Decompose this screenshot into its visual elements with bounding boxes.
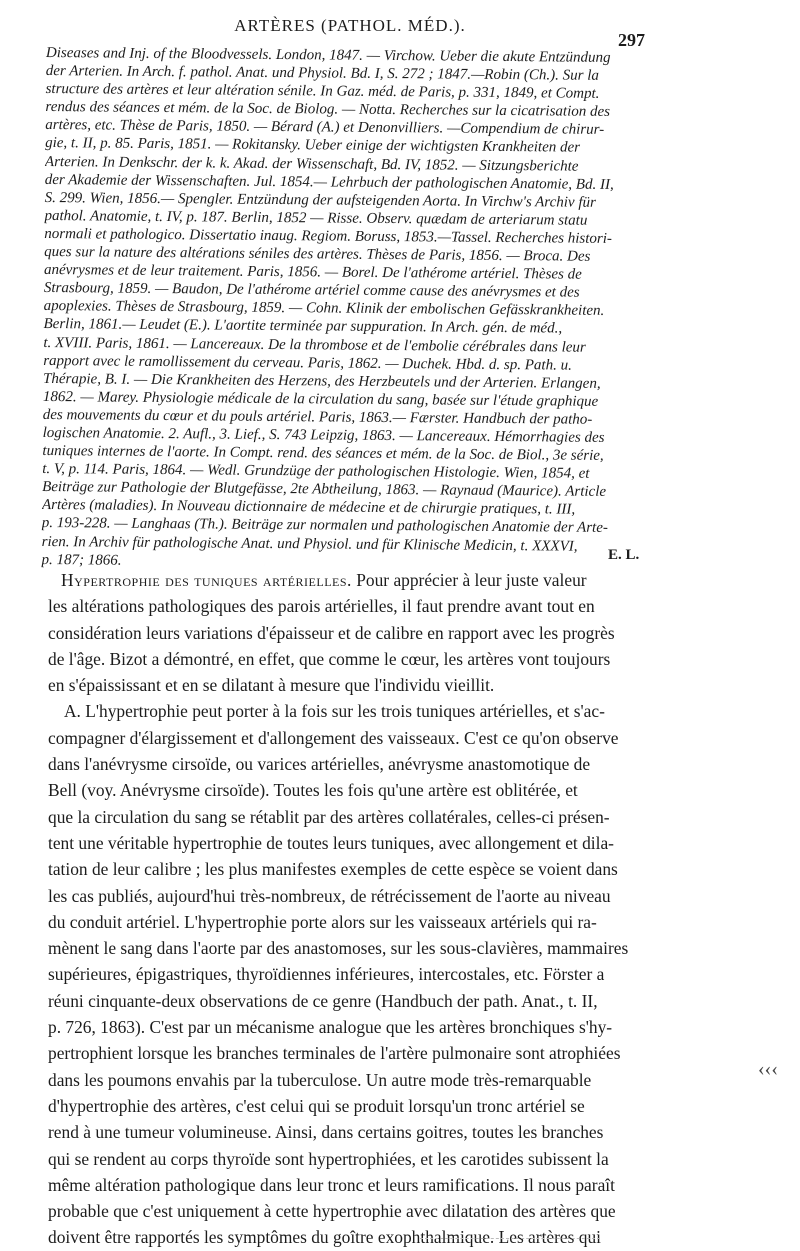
body-line: du conduit artériel. L'hypertrophie porte alors sur les vaisseaux artériels qui ra- [48, 911, 597, 932]
body-line: qui se rendent au corps thyroïde sont hypertrophiées, et les carotides subissent la [48, 1148, 609, 1169]
body-line: pertrophient lorsque les branches terminales de l'artère pulmonaire sont atrophiées [48, 1043, 621, 1064]
bibliography-line: pathol. Anatomie, t. IV, p. 187. Berlin, 1852 — Risse. Observ. quædam de arteriarum statu [44, 207, 588, 229]
bibliography-line: p. 193-228. — Langhaas (Th.). Beiträge zur normalen und pathologischen Anatomie der Arte- [41, 515, 608, 537]
bibliography-line: 1862. — Marey. Physiologie médicale de la circulation du sang, basée sur l'étude graphique [42, 388, 599, 410]
bibliography-line: rien. In Archiv für pathologische Anat. und Physiol. und für Klinische Medicin, t. XXXVI, [41, 533, 578, 555]
paragraph-heading-line [48, 567, 653, 593]
body-line: les cas publiés, aujourd'hui très-nombreux, de rétrécissement de l'aorte au niveau [48, 885, 611, 906]
body-line: probable que c'est uniquement à cette hypertrophie avec dilatation des artères que [48, 1201, 616, 1222]
bibliography-line: rapport avec le ramollissement du cerveau. Paris, 1862. — Duchek. Hbd. d. sp. Path. u. [43, 352, 572, 374]
bibliography-line: logischen Anatomie. 2. Aufl., 3. Lief., S. 743 Leipzig, 1863. — Lancereaux. Hémorrhagies des [42, 424, 605, 446]
bibliography-line: der Akademie der Wissenschaften. Jul. 1854.— Lehrbuch der pathologischen Anatomie, Bd. II, [44, 171, 614, 193]
bibliography-line: gie, t. II, p. 85. Paris, 1851. — Rokitansky. Ueber einige der wichtigsten Krankheiten der [45, 135, 581, 157]
body-line: en s'épaississant et en se dilatant à mesure que l'individu vieillit. [48, 675, 495, 696]
body-line: tent une véritable hypertrophie de toutes leurs tuniques, avec allongement et dila- [48, 832, 614, 853]
margin-mark: ‹‹‹ [758, 1058, 778, 1080]
footer-rule [420, 1238, 600, 1240]
bibliography-line: des mouvements du cœur et du pouls artériel. Paris, 1863.— Færster. Handbuch der patho- [42, 406, 593, 428]
heading-continuation: Pour apprécier à leur juste valeur [351, 570, 587, 590]
body-line: d'hypertrophie des artères, c'est celui qui se produit lorsqu'un tronc artériel se [48, 1095, 585, 1116]
bibliography-line: der Arterien. In Arch. f. pathol. Anat. und Physiol. Bd. I, S. 272 ; 1847.—Robin (Ch.). Sur la [45, 63, 599, 84]
body-line: A. L'hypertrophie peut porter à la fois sur les trois tuniques artérielles, et s'ac- [64, 701, 605, 722]
body-line: compagner d'élargissement et d'allongement des vaisseaux. C'est ce qu'on observe [48, 727, 619, 748]
bibliography-line: structure des artères et leur altération sénile. In Gaz. méd. de Paris, p. 331, 1849, et Compt. [45, 81, 600, 103]
body-line: tation de leur calibre ; les plus manifestes exemples de cette espèce se voient dans [48, 859, 618, 880]
page-number: 297 [618, 30, 645, 50]
page-header [40, 16, 660, 36]
bibliography-line: p. 187; 1866. [41, 551, 122, 569]
body-line: Bell (voy. Anévrysme cirsoïde). Toutes les fois qu'une artère est oblitérée, et [48, 780, 578, 801]
body-line: réuni cinquante-deux observations de ce genre (Handbuch der path. Anat., t. II, [48, 990, 598, 1011]
section-heading: Hypertrophie des tuniques artérielles. [61, 570, 352, 590]
bibliography-line: S. 299. Wien, 1856.— Spengler. Entzündung der aufsteigenden Aorta. In Virchw's Archiv für [44, 189, 596, 211]
body-line: considération leurs variations d'épaisseur et de calibre en rapport avec les progrès [48, 622, 615, 643]
body-line: supérieures, épigastriques, thyroïdiennes inférieures, intercostales, etc. Förster a [48, 964, 605, 985]
bibliography-line: Artères (maladies). In Nouveau dictionnaire de médecine et de chirurgie pratiques, t. III, [41, 497, 576, 518]
bibliography-line: t. XVIII. Paris, 1861. — Lancereaux. De la thrombose et de l'embolie cérébrales dans leur [43, 334, 586, 356]
body-line: p. 726, 1863). C'est par un mécanisme analogue que les artères bronchiques s'hy- [48, 1017, 613, 1038]
bibliography-line: ques sur la nature des altérations séniles des artères. Thèses de Paris, 1856. — Broca. Des [44, 244, 591, 265]
bibliography-line: anévrysmes et de leur traitement. Paris, 1856. — Borel. De l'athérome artériel. Thèses de [43, 262, 582, 283]
body-line: même altération pathologique dans leur tronc et leurs ramifications. Il nous paraît [48, 1174, 615, 1195]
bibliography-line: Thérapie, B. I. — Die Krankheiten des Herzens, des Herzbeutels und der Arterien. Erlangen, [43, 370, 601, 392]
bibliography-line: Strasbourg, 1859. — Baudon, De l'athérome artériel comme cause des anévrysmes et des [43, 280, 580, 301]
running-title: ARTÈRES (PATHOL. MÉD.). [234, 16, 466, 35]
body-line: rend à une tumeur volumineuse. Ainsi, dans certains goitres, toutes les branches [48, 1122, 604, 1143]
body-line: dans l'anévrysme cirsoïde, ou varices artérielles, anévrysme anastomotique de [48, 754, 591, 775]
bibliography [41, 44, 654, 574]
bibliography-line: Diseases and Inj. of the Bloodvessels. London, 1847. — Virchow. Ueber die akute Entzündung [45, 44, 611, 66]
body-line: dans les poumons envahis par la tuberculose. Un autre mode très-remarquable [48, 1069, 592, 1090]
body-line: doivent être rapportés les symptômes du goître exophthalmique. Les artères qui [48, 1227, 601, 1248]
body-line: que la circulation du sang se rétablit par des artères collatérales, celles-ci présen- [48, 806, 610, 827]
bibliography-line: normali et pathologico. Dissertatio inaug. Regiom. Boruss, 1853.—Tassel. Recherches histori- [44, 225, 613, 247]
body-text [48, 567, 653, 1251]
bibliography-line: t. V, p. 114. Paris, 1864. — Wedl. Grundzüge der pathologischen Histologie. Wien, 1854, et [42, 461, 590, 482]
body-line: mènent le sang dans l'aorte par des anastomoses, sur les sous-clavières, mammaires [48, 938, 629, 959]
bibliography-line: Arterien. In Denkschr. der k. k. Akad. der Wissenschaft, Bd. IV, 1852. — Sitzungsberichte [44, 153, 579, 175]
bibliography-line: apoplexies. Thèses de Strasbourg, 1859. — Cohn. Klinik der embolischen Gefässkrankheiten. [43, 298, 605, 320]
bibliography-line: Beiträge zur Pathologie der Blutgefässe, 2te Abtheilung, 1863. — Raynaud (Maurice). Article [42, 479, 607, 501]
bibliography-line: rendus des séances et mém. de la Soc. de Biolog. — Notta. Recherches sur la cicatrisation des [45, 99, 611, 121]
bibliography-line: Berlin, 1861.— Leudet (E.). L'aortite terminée par suppuration. In Arch. gén. de méd., [43, 316, 563, 337]
author-signature: E. L. [608, 547, 640, 563]
bibliography-line: artères, etc. Thèse de Paris, 1850. — Bérard (A.) et Denonvilliers. —Compendium de chirur- [45, 117, 605, 139]
bibliography-line: tuniques internes de l'aorte. In Compt. rend. des séances et mém. de la Soc. de Biol., 3e série, [42, 443, 604, 464]
body-line: les altérations pathologiques des parois artérielles, il faut prendre avant tout en [48, 596, 595, 617]
body-line: de l'âge. Bizot a démontré, en effet, que comme le cœur, les artères vont toujours [48, 648, 611, 669]
